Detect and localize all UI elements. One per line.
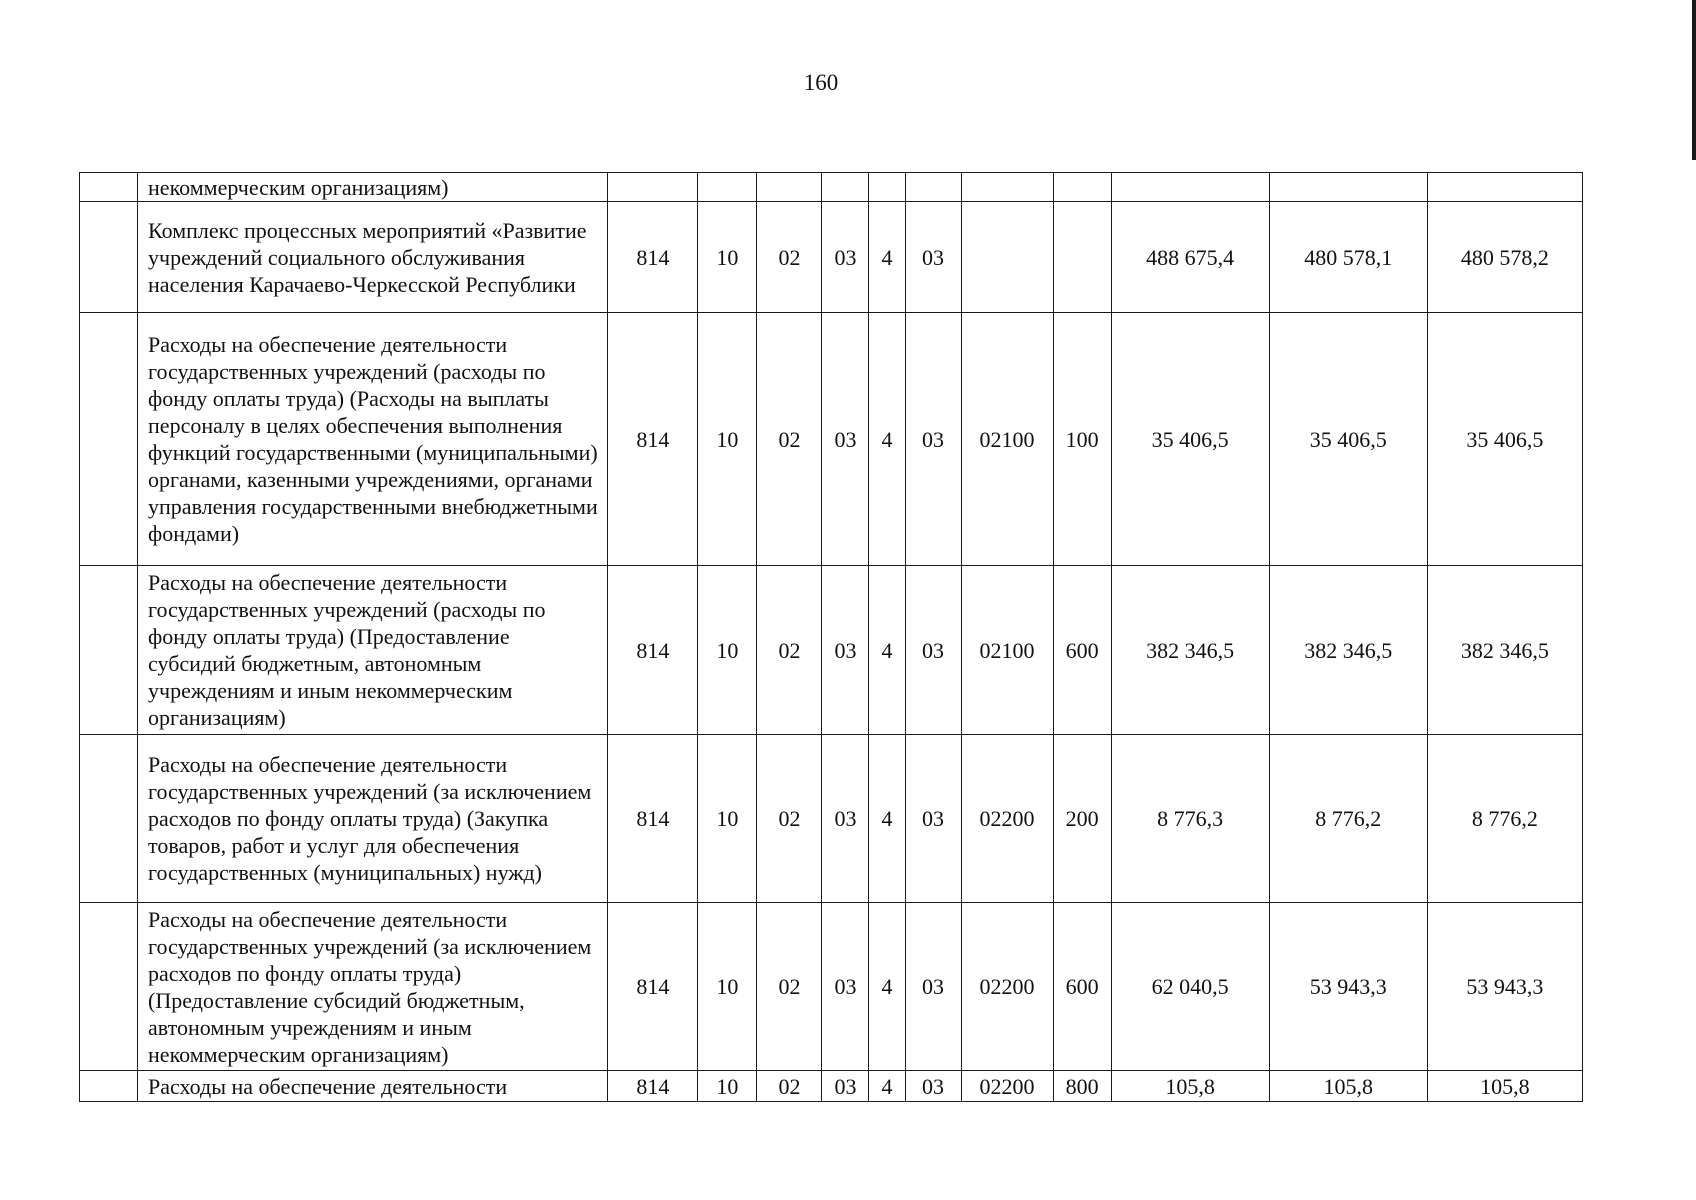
code-cell: 4 bbox=[869, 903, 905, 1071]
table-row bbox=[80, 1071, 1583, 1102]
table-row bbox=[80, 202, 1583, 313]
code-cell: 10 bbox=[698, 1071, 757, 1102]
code-cell bbox=[961, 173, 1053, 202]
code-cell bbox=[961, 202, 1053, 313]
code-cell: 02 bbox=[757, 202, 822, 313]
amount-cell bbox=[1111, 173, 1269, 202]
amount-cell: 382 346,5 bbox=[1111, 566, 1269, 735]
code-cell: 02 bbox=[757, 313, 822, 566]
code-cell bbox=[822, 173, 869, 202]
index-cell bbox=[80, 903, 138, 1071]
description-cell: Расходы на обеспечение деятельности государственных учреждений (расходы по фонду оплаты труда) (Расходы на выплаты персоналу в целях обеспечения выполнения функций государственными (муниципальными) органами, казенными учреждениями, органами управления государственными внебюджетными фондами) bbox=[138, 313, 608, 566]
amount-cell: 53 943,3 bbox=[1427, 903, 1582, 1071]
code-cell: 02 bbox=[757, 566, 822, 735]
code-cell bbox=[608, 173, 698, 202]
amount-cell: 8 776,3 bbox=[1111, 735, 1269, 903]
code-cell: 4 bbox=[869, 566, 905, 735]
amount-cell: 35 406,5 bbox=[1111, 313, 1269, 566]
code-cell: 814 bbox=[608, 202, 698, 313]
code-cell: 02100 bbox=[961, 566, 1053, 735]
amount-cell: 488 675,4 bbox=[1111, 202, 1269, 313]
table-row bbox=[80, 903, 1583, 1071]
code-cell: 200 bbox=[1053, 735, 1111, 903]
code-cell: 03 bbox=[905, 566, 961, 735]
amount-cell: 382 346,5 bbox=[1427, 566, 1582, 735]
code-cell: 02200 bbox=[961, 903, 1053, 1071]
description-cell: Расходы на обеспечение деятельности государственных учреждений (за исключением расходов по фонду оплаты труда) (Закупка товаров, работ и услуг для обеспечения государственных (муниципальных) нужд) bbox=[138, 735, 608, 903]
code-cell: 03 bbox=[822, 202, 869, 313]
index-cell bbox=[80, 735, 138, 903]
amount-cell: 8 776,2 bbox=[1269, 735, 1427, 903]
amount-cell: 35 406,5 bbox=[1269, 313, 1427, 566]
code-cell: 814 bbox=[608, 313, 698, 566]
amount-cell: 105,8 bbox=[1111, 1071, 1269, 1102]
code-cell bbox=[1053, 173, 1111, 202]
table-row bbox=[80, 173, 1583, 202]
budget-table bbox=[79, 172, 1583, 1102]
code-cell: 03 bbox=[905, 903, 961, 1071]
code-cell: 02200 bbox=[961, 1071, 1053, 1102]
code-cell: 4 bbox=[869, 735, 905, 903]
description-cell: Расходы на обеспечение деятельности государственных учреждений (расходы по фонду оплаты труда) (Предоставление субсидий бюджетным, автономным учреждениям и иным некоммерческим организациям) bbox=[138, 566, 608, 735]
code-cell: 03 bbox=[905, 202, 961, 313]
code-cell bbox=[1053, 202, 1111, 313]
table-row bbox=[80, 313, 1583, 566]
code-cell: 814 bbox=[608, 903, 698, 1071]
description-cell: некоммерческим организациям) bbox=[138, 173, 608, 202]
code-cell: 4 bbox=[869, 313, 905, 566]
code-cell bbox=[905, 173, 961, 202]
amount-cell: 105,8 bbox=[1269, 1071, 1427, 1102]
index-cell bbox=[80, 566, 138, 735]
description-cell: Расходы на обеспечение деятельности государственных учреждений (за исключением расходов по фонду оплаты труда) (Предоставление субсидий бюджетным, автономным учреждениям и иным некоммерческим организациям) bbox=[138, 903, 608, 1071]
code-cell: 03 bbox=[822, 903, 869, 1071]
scan-edge-mark bbox=[1692, 0, 1696, 160]
amount-cell: 480 578,2 bbox=[1427, 202, 1582, 313]
code-cell: 600 bbox=[1053, 903, 1111, 1071]
amount-cell bbox=[1427, 173, 1582, 202]
code-cell bbox=[869, 173, 905, 202]
code-cell: 10 bbox=[698, 903, 757, 1071]
code-cell: 03 bbox=[822, 313, 869, 566]
code-cell: 03 bbox=[905, 735, 961, 903]
code-cell: 02100 bbox=[961, 313, 1053, 566]
index-cell bbox=[80, 1071, 138, 1102]
amount-cell: 35 406,5 bbox=[1427, 313, 1582, 566]
code-cell: 814 bbox=[608, 566, 698, 735]
code-cell: 03 bbox=[822, 1071, 869, 1102]
description-cell: Комплекс процессных мероприятий «Развитие учреждений социального обслуживания населения Карачаево-Черкесской Республики bbox=[138, 202, 608, 313]
table-row bbox=[80, 566, 1583, 735]
budget-table-container bbox=[79, 172, 1583, 1102]
code-cell: 03 bbox=[822, 566, 869, 735]
code-cell: 10 bbox=[698, 735, 757, 903]
code-cell: 4 bbox=[869, 202, 905, 313]
code-cell: 814 bbox=[608, 735, 698, 903]
index-cell bbox=[80, 202, 138, 313]
amount-cell: 62 040,5 bbox=[1111, 903, 1269, 1071]
code-cell: 02 bbox=[757, 1071, 822, 1102]
code-cell: 800 bbox=[1053, 1071, 1111, 1102]
code-cell: 814 bbox=[608, 1071, 698, 1102]
code-cell: 100 bbox=[1053, 313, 1111, 566]
code-cell bbox=[698, 173, 757, 202]
code-cell: 600 bbox=[1053, 566, 1111, 735]
code-cell: 02200 bbox=[961, 735, 1053, 903]
description-cell: Расходы на обеспечение деятельности bbox=[138, 1071, 608, 1102]
code-cell: 02 bbox=[757, 903, 822, 1071]
code-cell: 10 bbox=[698, 566, 757, 735]
index-cell bbox=[80, 313, 138, 566]
table-row bbox=[80, 735, 1583, 903]
code-cell: 4 bbox=[869, 1071, 905, 1102]
amount-cell: 8 776,2 bbox=[1427, 735, 1582, 903]
amount-cell: 480 578,1 bbox=[1269, 202, 1427, 313]
code-cell bbox=[757, 173, 822, 202]
code-cell: 03 bbox=[905, 313, 961, 566]
page-number: 160 bbox=[803, 70, 839, 95]
code-cell: 10 bbox=[698, 202, 757, 313]
code-cell: 03 bbox=[822, 735, 869, 903]
amount-cell: 105,8 bbox=[1427, 1071, 1582, 1102]
code-cell: 10 bbox=[698, 313, 757, 566]
code-cell: 03 bbox=[905, 1071, 961, 1102]
amount-cell: 382 346,5 bbox=[1269, 566, 1427, 735]
code-cell: 02 bbox=[757, 735, 822, 903]
amount-cell: 53 943,3 bbox=[1269, 903, 1427, 1071]
amount-cell bbox=[1269, 173, 1427, 202]
index-cell bbox=[80, 173, 138, 202]
